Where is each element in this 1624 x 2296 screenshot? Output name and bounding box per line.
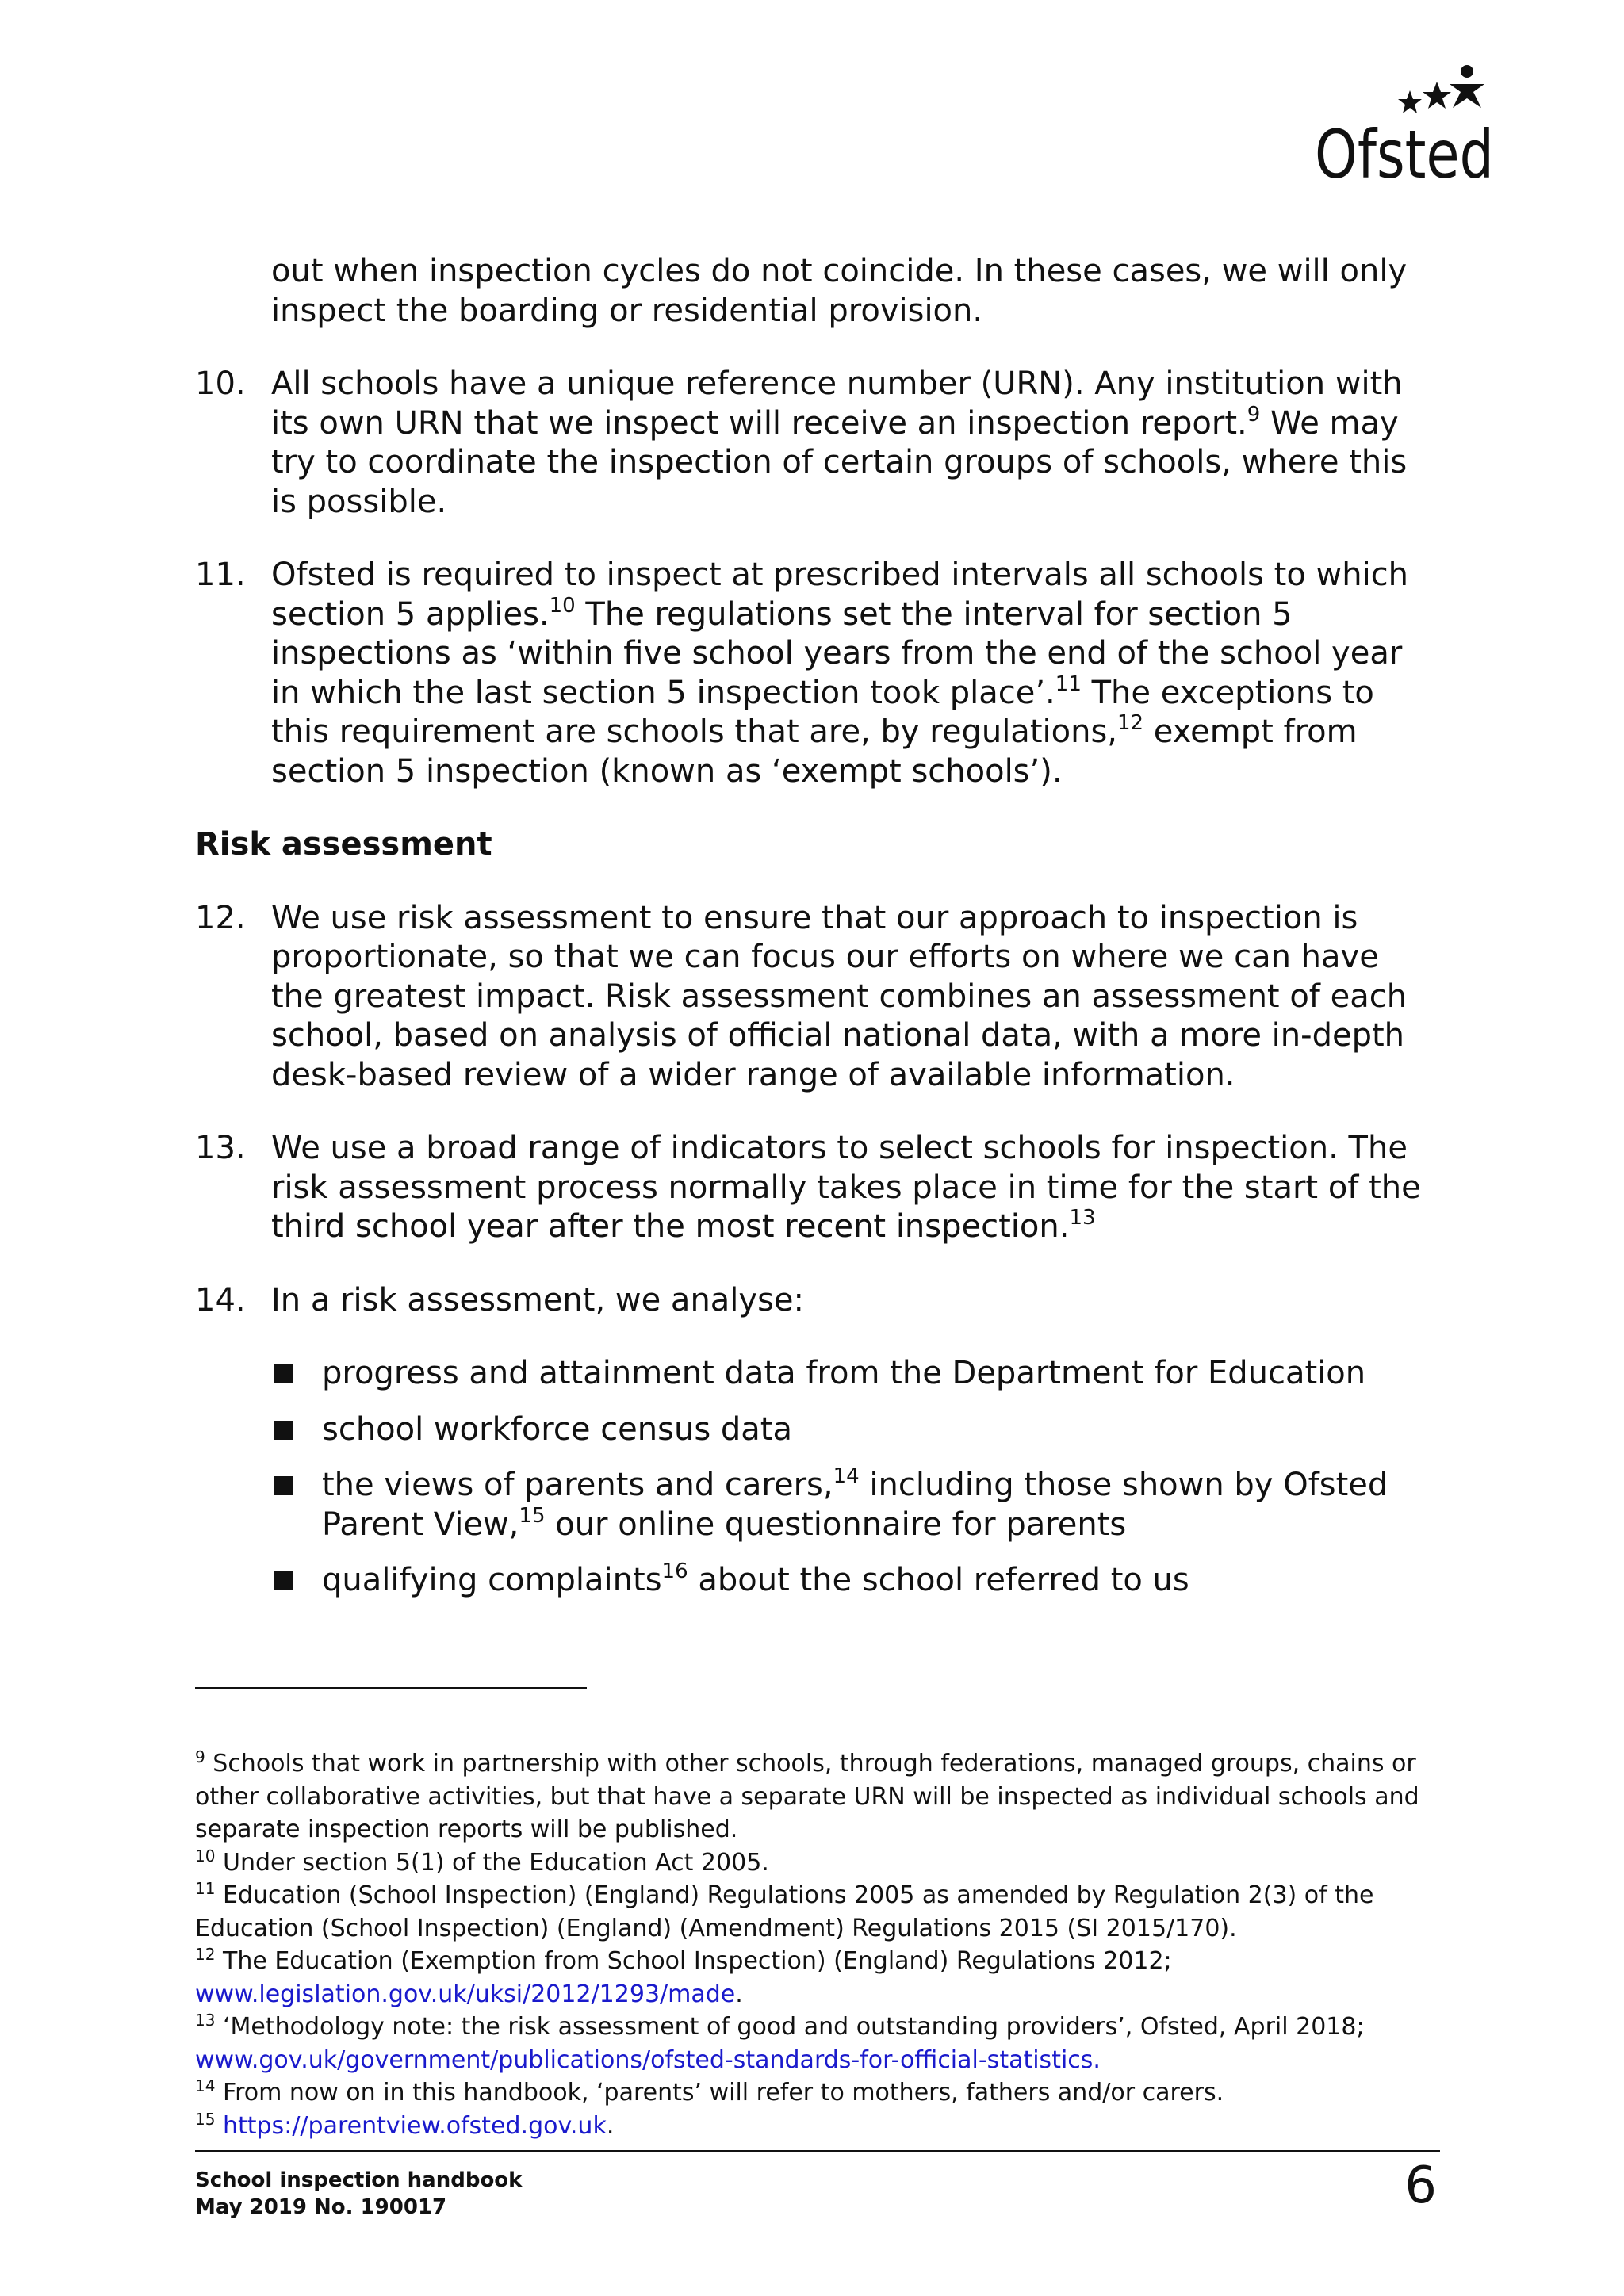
footnote-number: 13: [195, 2011, 216, 2030]
footnote: [195, 2076, 1440, 2110]
text-run: our online questionnaire for parents: [545, 1506, 1127, 1543]
paragraph-text: [271, 1129, 1440, 1247]
text-run: The Education (Exemption from School Inspection) (England) Regulations 2012;: [215, 1947, 1172, 1975]
text-run: school workforce census data: [322, 1410, 792, 1448]
footnote-number: 14: [195, 2076, 216, 2095]
square-bullet-icon: [274, 1364, 293, 1383]
footnote-ref[interactable]: 9: [1247, 402, 1261, 427]
bullet-item: [271, 1410, 1440, 1450]
footnote-number: 10: [195, 1846, 216, 1866]
bullet-item: [271, 1354, 1440, 1394]
footnote-ref[interactable]: 12: [1117, 711, 1144, 735]
square-bullet-icon: [274, 1571, 293, 1590]
text-run: including those shown by Ofsted Parent View,: [322, 1467, 1388, 1543]
text-run: Under section 5(1) of the Education Act 2005.: [215, 1848, 769, 1877]
footnote-ref[interactable]: 15: [519, 1503, 546, 1528]
footnote-number: 12: [195, 1945, 216, 1964]
text-run: The exceptions to this requirement are schools that are, by regulations,: [271, 674, 1374, 750]
bullet-text: [322, 1466, 1440, 1544]
text-run: All schools have a unique reference number (URN). Any institution with its own URN that we inspect will receive an inspection report.: [271, 365, 1403, 442]
text-run: .: [735, 1980, 743, 2008]
text-run: In a risk assessment, we analyse:: [271, 1281, 805, 1318]
footnote: [195, 2110, 1440, 2143]
paragraph-number: 12.: [195, 899, 246, 936]
footnote-ref[interactable]: 11: [1055, 672, 1082, 696]
bullet-text: [322, 1561, 1189, 1601]
logo-wordmark: Ofsted: [1315, 116, 1494, 193]
footer-rule: [195, 2150, 1440, 2152]
bullet-list: [195, 1354, 1440, 1601]
footer-date: May 2019 No. 190017: [195, 2195, 447, 2219]
footnote-ref[interactable]: 14: [833, 1464, 860, 1488]
numbered-paragraph: [195, 556, 1440, 791]
text-run: the views of parents and carers,: [322, 1467, 833, 1503]
footnote-number: 11: [195, 1879, 216, 1898]
text-run: From now on in this handbook, ‘parents’ will refer to mothers, fathers and/or carers.: [215, 2079, 1224, 2107]
numbered-paragraph: [195, 365, 1440, 522]
numbered-paragraphs: [195, 899, 1440, 1321]
text-run: ‘Methodology note: the risk assessment of good and outstanding providers’, Ofsted, April 2018;: [215, 2013, 1365, 2041]
hyperlink[interactable]: www.gov.uk/government/publications/ofsted-standards-for-official-statistics.: [195, 2045, 1101, 2074]
paragraph-number: 13.: [195, 1130, 246, 1166]
footnote: [195, 1945, 1440, 2011]
page-footer: [195, 2167, 522, 2221]
footnote-number: 15: [195, 2109, 216, 2129]
footnote: [195, 1846, 1440, 1880]
footnote-separator: [195, 1687, 587, 1689]
logo-stars: [1398, 65, 1484, 113]
footnote-ref[interactable]: 13: [1069, 1206, 1096, 1230]
footnote: [195, 2011, 1440, 2076]
page-number: 6: [1404, 2156, 1437, 2215]
numbered-paragraph: [195, 899, 1440, 1096]
footnote-number: 9: [195, 1747, 205, 1766]
paragraph-text: [271, 899, 1440, 1096]
text-run: Ofsted is required to inspect at prescribed intervals all schools to which section 5 applies.: [271, 557, 1409, 633]
bullet-text: [322, 1354, 1365, 1394]
numbered-paragraphs: [195, 365, 1440, 791]
paragraph-number: 10.: [195, 365, 246, 402]
footnote: [195, 1747, 1440, 1846]
square-bullet-icon: [274, 1476, 293, 1495]
text-run: The regulations set the interval for section 5 inspections as ‘within five school years from the end of the school year in which the last section 5 inspection took place’.: [271, 595, 1403, 711]
text-run: We use a broad range of indicators to select schools for inspection. The risk assessment process normally takes place in time for the start of the third school year after the most recent inspection.: [271, 1130, 1421, 1245]
bullet-item: [271, 1466, 1440, 1544]
text-run: We use risk assessment to ensure that our approach to inspection is proportionate, so that we can focus our efforts on where we can have the greatest impact. Risk assessment combines an assessment of each school, based on analysis of official national data, with a more in-depth desk-based review of a wider range of available information.: [271, 899, 1408, 1093]
footnote-ref[interactable]: 16: [661, 1559, 688, 1583]
text-run: [215, 2112, 223, 2140]
numbered-paragraph: [195, 1129, 1440, 1247]
main-content: [195, 252, 1440, 1617]
footer-title: School inspection handbook: [195, 2168, 523, 2192]
paragraph-text: [271, 365, 1440, 522]
text-run: progress and attainment data from the Department for Education: [322, 1355, 1366, 1391]
paragraph-number: 11.: [195, 557, 246, 593]
footnote: [195, 1879, 1440, 1945]
hyperlink[interactable]: https://parentview.ofsted.gov.uk: [223, 2111, 607, 2140]
bullet-item: [271, 1561, 1440, 1601]
paragraph-text: [271, 556, 1440, 791]
text-run: exempt from section 5 inspection (known as ‘exempt schools’).: [271, 714, 1358, 790]
paragraph-number: 14.: [195, 1281, 246, 1318]
text-run: We may try to coordinate the inspection of certain groups of schools, where this is possible.: [271, 404, 1408, 520]
paragraph-text: [271, 1281, 1440, 1321]
footnotes: [195, 1747, 1440, 2142]
text-run: Education (School Inspection) (England) Regulations 2005 as amended by Regulation 2(3) of the Education (School Inspection) (England) (Amendment) Regulations 2015 (SI 2015/170).: [195, 1881, 1374, 1942]
section-heading: Risk assessment: [195, 826, 492, 863]
hyperlink[interactable]: www.legislation.gov.uk/uksi/2012/1293/made: [195, 1980, 736, 2008]
footnote-ref[interactable]: 10: [549, 593, 576, 618]
text-run: about the school referred to us: [688, 1562, 1189, 1598]
bullet-text: [322, 1410, 792, 1450]
ofsted-logo: [1310, 62, 1500, 193]
numbered-paragraph: [195, 1281, 1440, 1321]
text-run: qualifying complaints: [322, 1562, 662, 1598]
text-run: .: [606, 2111, 615, 2140]
square-bullet-icon: [274, 1421, 293, 1440]
continued-paragraph: out when inspection cycles do not coincide. In these cases, we will only inspect the boarding or residential provision.: [271, 253, 1408, 329]
text-run: Schools that work in partnership with other schools, through federations, managed groups, chains or other collaborative activities, but that have a separate URN will be inspected as individual schools and separate inspection reports will be published.: [195, 1750, 1419, 1843]
